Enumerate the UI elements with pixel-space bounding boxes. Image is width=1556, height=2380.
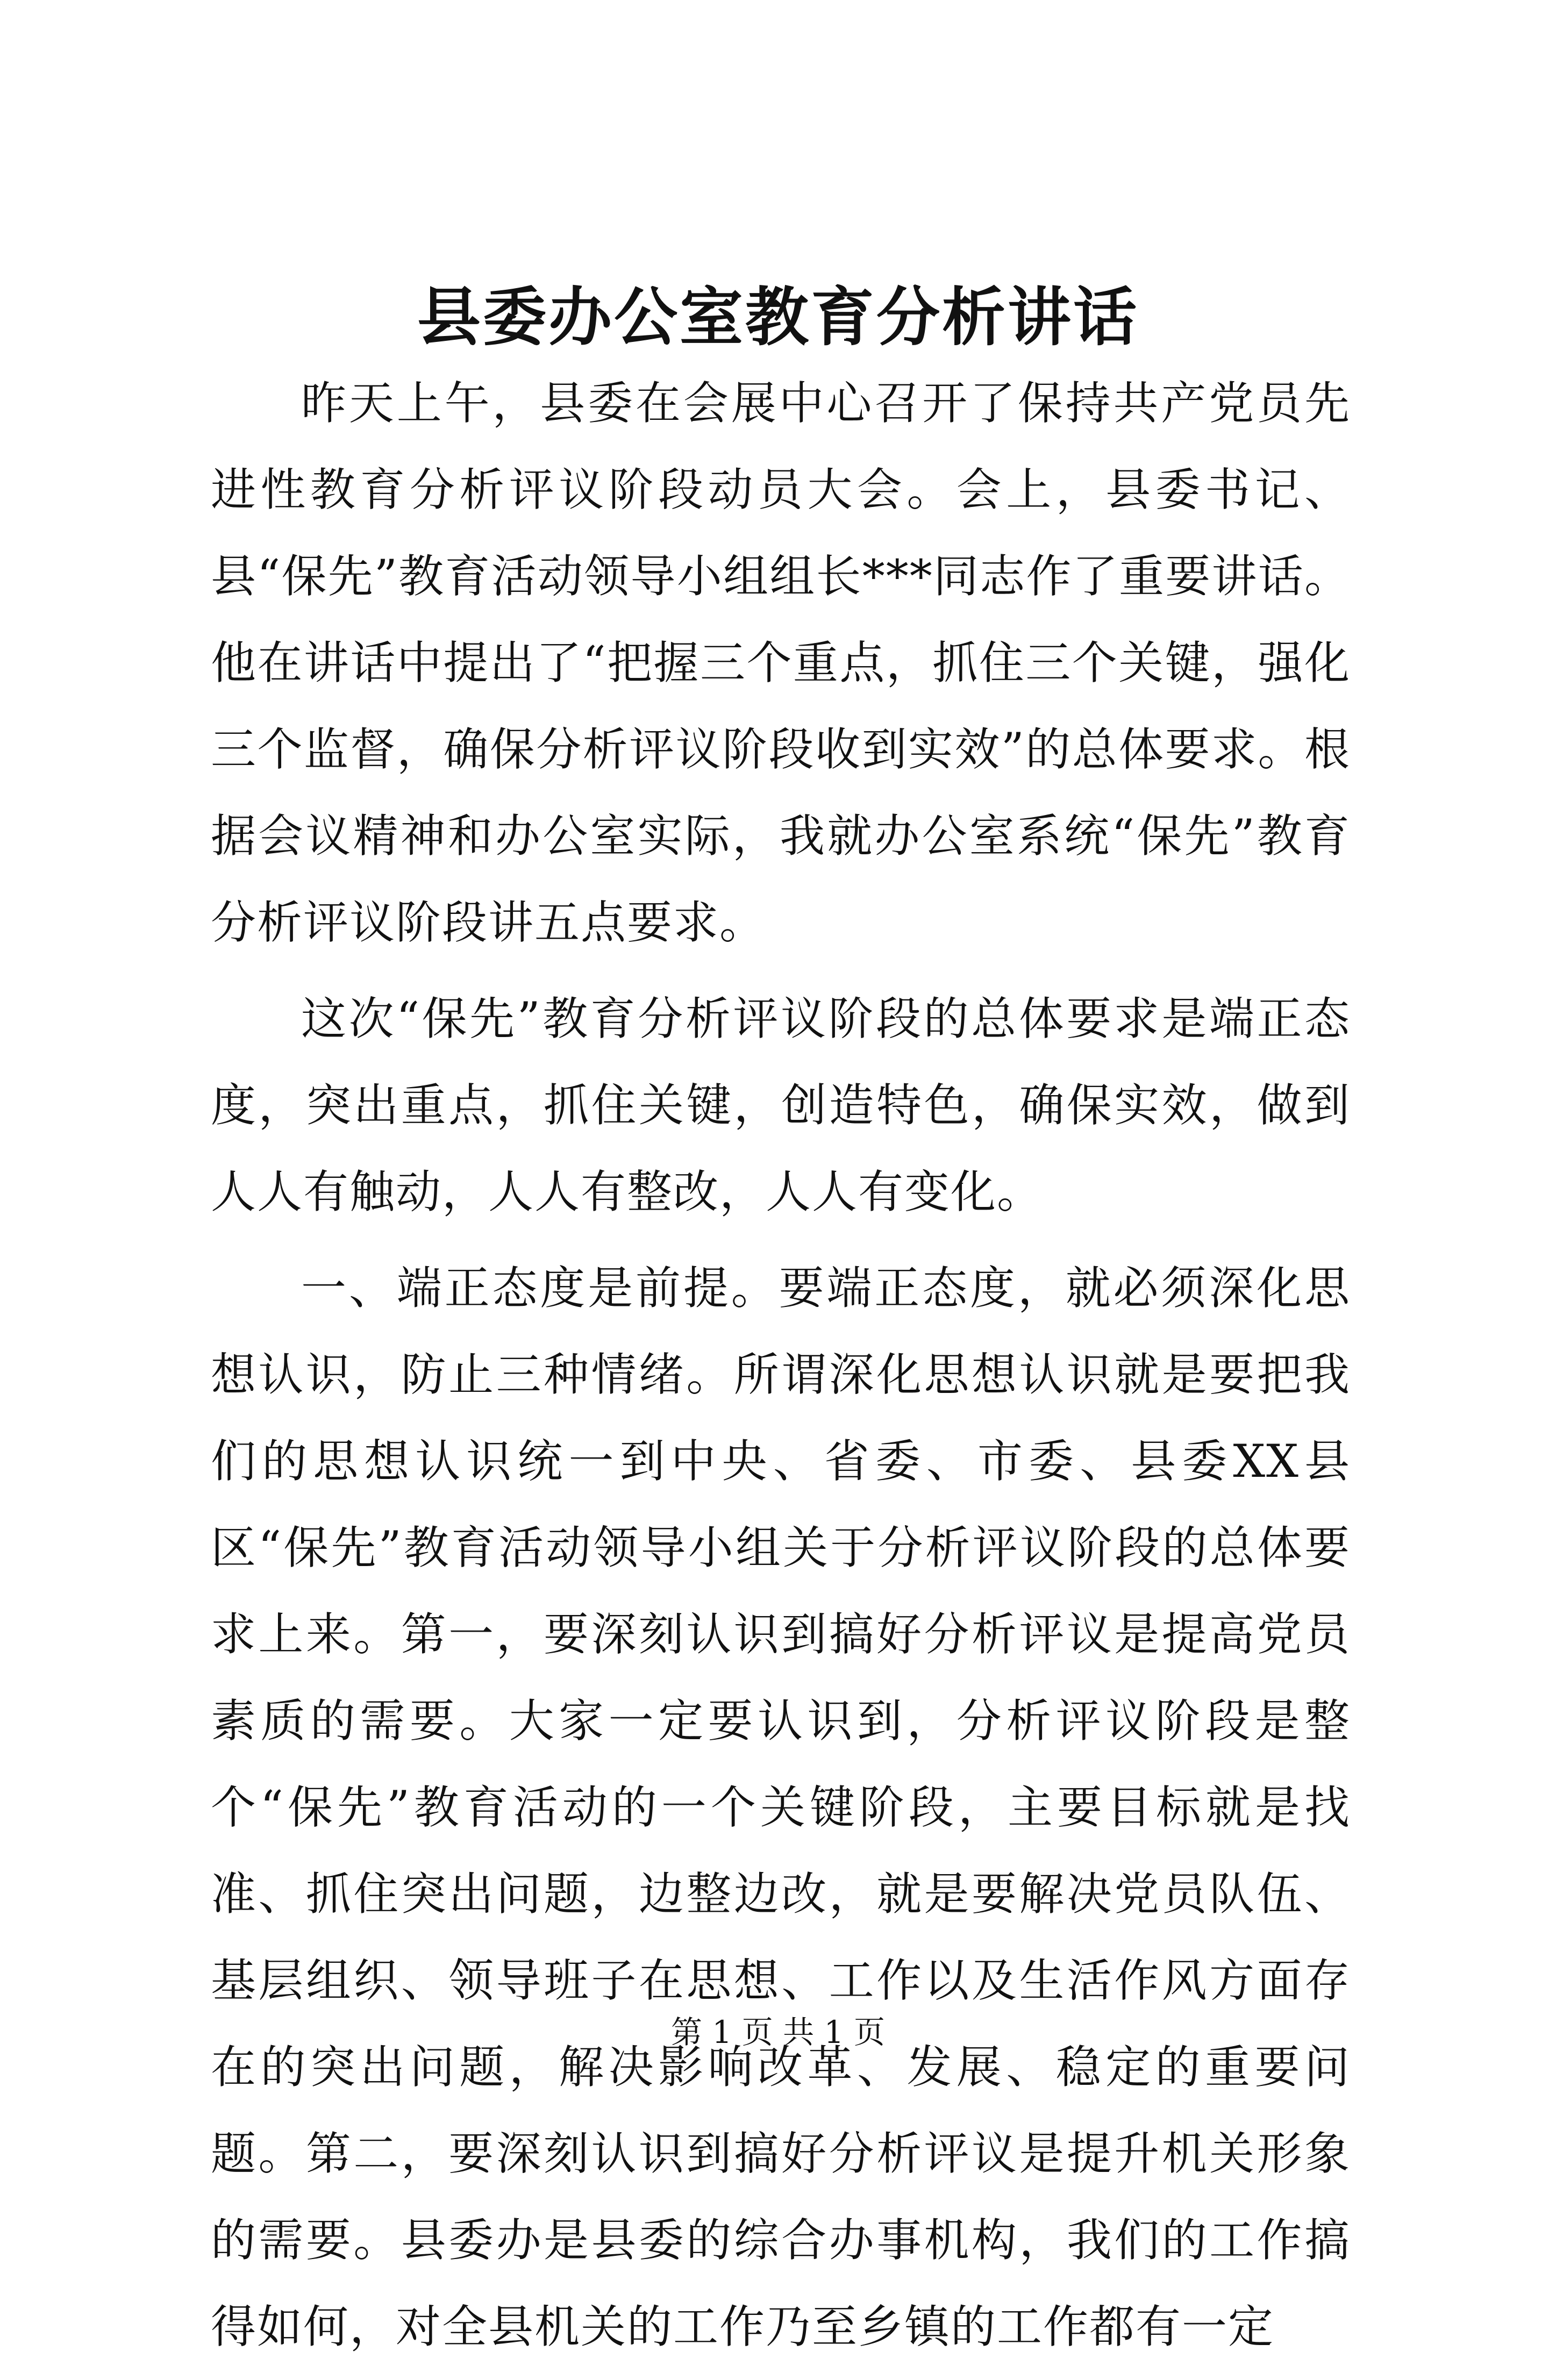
paragraph: 昨天上午，县委在会展中心召开了保持共产党员先进性教育分析评议阶段动员大会。会上，县委书记、县“保先”教育活动领导小组组长***同志作了重要讲话。他在讲话中提出了“把握三个重点，抓住三个关键，强化三个监督，确保分析评议阶段收到实效”的总体要求。根据会议精神和办公室实际，我就办公室系统“保先”教育分析评议阶段讲五点要求。 xyxy=(211,377,1351,949)
paragraph: 这次“保先”教育分析评议阶段的总体要求是端正态度，突出重点，抓住关键，创造特色，确保实效，做到人人有触动，人人有整改，人人有变化。 xyxy=(211,992,1351,1218)
document-body xyxy=(211,360,1351,2380)
page-footer: 第 1 页 共 1 页 xyxy=(671,2014,885,2050)
document-title: 县委办公室教育分析讲话 xyxy=(417,280,1139,354)
paragraph: 一、端正态度是前提。要端正态度，就必须深化思想认识，防止三种情绪。所谓深化思想认识就是要把我们的思想认识统一到中央、省委、市委、县委XX县区“保先”教育活动领导小组关于分析评议阶段的总体要求上来。第一，要深刻认识到搞好分析评议是提高党员素质的需要。大家一定要认识到，分析评议阶段是整个“保先”教育活动的一个关键阶段，主要目标就是找准、抓住突出问题，边整边改，就是要解决党员队伍、基层组织、领导班子在思想、工作以及生活作风方面存在的突出问题，解决影响改革、发展、稳定的重要问题。第二，要深刻认识到搞好分析评议是提升机关形象的需要。县委办是县委的综合办事机构，我们的工作搞得如何，对全县机关的工作乃至乡镇的工作都有一定 xyxy=(211,1262,1351,2353)
